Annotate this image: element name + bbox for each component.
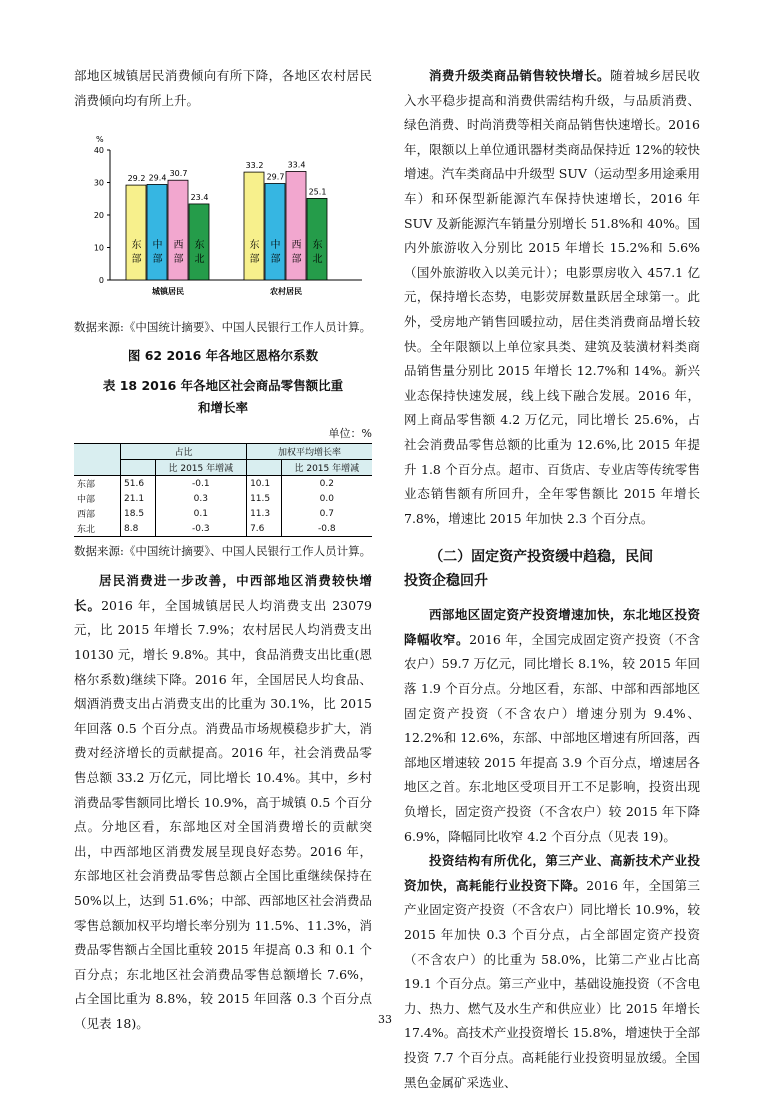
bar-series-label: 部 xyxy=(291,254,302,266)
bar-series-label: 东 xyxy=(194,240,205,252)
upgrade-lead: 消费升级类商品销售较快增长。 xyxy=(429,68,610,83)
engel-chart-svg xyxy=(74,125,372,315)
cell: 7.6 xyxy=(247,521,282,537)
group-label: 城镇居民 xyxy=(152,287,184,297)
y-tick-label: 10 xyxy=(93,243,104,253)
engel-chart xyxy=(74,125,372,315)
intro-paragraph: 部地区城镇居民消费倾向有所下降，各地区农村居民消费倾向均有所上升。 xyxy=(74,68,372,108)
bar-series-label: 中 xyxy=(152,240,163,252)
y-tick-label: 40 xyxy=(93,146,104,156)
header-share: 占比 xyxy=(121,444,247,460)
table-row xyxy=(74,521,372,537)
bar-series-label: 部 xyxy=(173,254,184,266)
table-row xyxy=(74,491,372,506)
bar-series-label: 中 xyxy=(270,240,281,252)
figure-caption: 图 62 2016 年各地区恩格尔系数 xyxy=(127,348,319,364)
row-region: 西部 xyxy=(77,510,96,521)
cell: 8.8 xyxy=(121,521,156,537)
group-label: 农村居民 xyxy=(270,287,302,297)
bar xyxy=(168,180,188,280)
upgrade-paragraph xyxy=(404,64,700,531)
left-column xyxy=(74,64,372,1036)
consumption-lead: 居民消费进一步改善，中西部地区消费较快增长。 xyxy=(74,573,372,613)
cell: 21.1 xyxy=(121,491,156,506)
bar-value-label: 29.7 xyxy=(266,172,285,182)
row-region: 东部 xyxy=(77,480,96,491)
table-title-line2: 和增长率 xyxy=(197,400,248,416)
bar-series-label: 部 xyxy=(131,254,142,266)
cell: 0.0 xyxy=(281,491,372,506)
bar-series-label: 东 xyxy=(131,240,142,252)
bar xyxy=(147,185,167,281)
bar-value-label: 25.1 xyxy=(308,187,327,197)
consumption-paragraph xyxy=(74,569,372,1036)
bar-value-label: 29.4 xyxy=(148,173,167,183)
page-number: 33 xyxy=(378,1013,392,1026)
y-axis-unit: % xyxy=(96,135,104,145)
cell: 11.5 xyxy=(247,491,282,506)
bar-series-label: 西 xyxy=(173,240,184,252)
cell: 11.3 xyxy=(247,506,282,521)
upgrade-body: 随着城乡居民收入水平稳步提高和消费供需结构升级，与品质消费、绿色消费、时尚消费等相关商品销售快速增长。2016 年，限额以上单位通讯器材类商品保持近 12%的较快增速。汽车类商品中升级型 SUV（运动型多用途乘用车）和环保型新能源汽车保持快速增长，2016 年 SUV 及新能源汽车销量分别增长 51.8%和 40%。国内外旅游收入分别比 2015 年增长 15.2%和 5.6%（国外旅游收入以美元计）；电影票房收入 457.1 亿元，保持增长态势，电影荧屏数量跃居全球第一。此外，受房地产销售回暖拉动，居住类消费商品增长较快。全年限额以上单位家具类、建筑及装潢材料类商品销售量分别比 2015 年增长 12.7%和 14%。新兴业态保持快速发展，线上线下融合发展。2016 年，网上商品零售额 4.2 万亿元，同比增长 25.6%，占社会消费品零售总额的比重为 12.6%,比 2015 年提升 1.8 个百分点。超市、百货店、专业店等传统零售业态销售额有所回升，全年零售额比 2015 年增长 7.8%，增速比 2015 年加快 2.3 个百分点。 xyxy=(404,68,700,526)
row-region: 东北 xyxy=(74,521,121,537)
table-source: 数据来源:《中国统计摘要》、中国人民银行工作人员计算。 xyxy=(74,544,372,559)
bar-value-label: 30.7 xyxy=(169,169,188,179)
consumption-body: 2016 年，全国城镇居民人均消费支出 23079 元，比 2015 年增长 7.9%；农村居民人均消费支出 10130 元，增长 9.8%。其中，食品消费支出比重(恩格尔系数)继续下降。2016 年，全国居民人均食品、烟酒消费支出占消费支出的比重为 30.1%，比 2015 年回落 0.5 个百分点。消费品市场规模稳步扩大，消费对经济增长的贡献提高。2016 年，社会消费品零售总额 33.2 万亿元，同比增长 10.4%。其中，乡村消费品零售额同比增长 10.9%，高于城镇 0.5 个百分点。分地区看，东部地区对全国消费增长的贡献突出，中西部地区消费发展呈现良好态势。2016 年，东部地区社会消费品零售总额占全国比重继续保持在 50%以上，达到 51.6%；中部、西部地区社会消费品零售总额加权平均增长率分别为 11.5%、11.3%，消费品零售额占全国比重较 2015 年提高 0.3 和 0.1 个百分点；东北地区社会消费品零售总额增长 7.6%，占全国比重为 8.8%，较 2015 年回落 0.3 个百分点（见表 18)。 xyxy=(74,597,372,1031)
header-share-change: 比 2015 年增减 xyxy=(155,460,247,476)
y-tick-label: 20 xyxy=(93,211,104,221)
bar-value-label: 29.2 xyxy=(127,174,146,184)
west-investment-lead: 西部地区固定资产投资增速加快，东北地区投资降幅收窄。 xyxy=(404,607,700,647)
bar-series-label: 部 xyxy=(249,254,260,266)
header-growth: 加权平均增长率 xyxy=(247,444,372,460)
section-heading-line1: （二）固定资产投资缓中趋稳，民间 xyxy=(429,549,654,566)
west-investment-paragraph xyxy=(404,603,700,849)
table-title: 表 18 2016 年各地区社会商品零售额比重 xyxy=(102,378,344,394)
bar-series-label: 部 xyxy=(152,254,163,266)
cell: -0.8 xyxy=(281,521,372,537)
cell: 0.7 xyxy=(281,506,372,521)
west-investment-body: 2016 年，全国完成固定资产投资（不含农户）59.7 万亿元，同比增长 8.1%，较 2015 年回落 1.9 个百分点。分地区看，东部、中部和西部地区固定资产投资（不含农户）增速分别为 9.4%、12.2%和 12.6%，东部、中部地区增速有所回落，西部地区增速较 2015 年提高 3.9 个百分点，增速居各地区之首。东北地区受项目开工不足影响，投资出现负增长，固定资产投资（不含农户）较 2015 年下降 6.9%，降幅同比收窄 4.2 个百分点（见表 19)。 xyxy=(404,631,700,844)
header-growth-change: 比 2015 年增减 xyxy=(281,460,372,476)
cell: 0.1 xyxy=(155,506,247,521)
cell: 0.2 xyxy=(281,476,372,492)
retail-table xyxy=(74,443,372,537)
table-row xyxy=(74,506,372,521)
table-unit: 单位：% xyxy=(328,427,372,441)
section-heading xyxy=(404,545,700,593)
structure-lead: 投资结构有所优化，第三产业、高新技术产业投资加快，高耗能行业投资下降。 xyxy=(404,853,700,893)
cell: 0.3 xyxy=(155,491,247,506)
bar-series-label: 部 xyxy=(270,254,281,266)
bar-value-label: 23.4 xyxy=(190,193,209,203)
row-region: 中部 xyxy=(77,495,96,506)
bar-series-label: 西 xyxy=(291,240,302,252)
bar-value-label: 33.4 xyxy=(287,160,306,170)
right-column xyxy=(404,64,700,1095)
cell: 18.5 xyxy=(121,506,156,521)
bar xyxy=(265,184,285,281)
bar-value-label: 33.2 xyxy=(245,161,264,171)
cell: -0.3 xyxy=(155,521,247,537)
bar-series-label: 北 xyxy=(194,254,205,266)
y-tick-label: 0 xyxy=(98,276,104,286)
bar-series-label: 东 xyxy=(312,240,323,252)
y-tick-label: 30 xyxy=(93,178,104,188)
bar-series-label: 北 xyxy=(312,254,323,266)
cell: 51.6 xyxy=(121,476,156,492)
table-row xyxy=(74,476,372,492)
bar-series-label: 东 xyxy=(249,240,260,252)
section-heading-line2: 投资企稳回升 xyxy=(404,573,488,590)
cell: -0.1 xyxy=(155,476,247,492)
chart-source: 数据来源:《中国统计摘要》、中国人民银行工作人员计算。 xyxy=(74,320,372,335)
bar xyxy=(126,185,146,280)
structure-paragraph xyxy=(404,849,700,1095)
cell: 10.1 xyxy=(247,476,282,492)
structure-body: 2016 年，全国第三产业固定资产投资（不含农户）同比增长 10.9%，较 2015 年加快 0.3 个百分点，占全部固定资产投资（不含农户）的比重为 58.0%，比第二产业占比高 19.1 个百分点。第三产业中，基础设施投资（不含电力、热力、燃气及水生产和供应业）比 2015 年增长 17.4%。高技术产业投资增长 15.8%，增速快于全部投资 7.7 个百分点。高耗能行业投资明显放缓。全国黑色金属矿采选业、 xyxy=(404,877,700,1090)
